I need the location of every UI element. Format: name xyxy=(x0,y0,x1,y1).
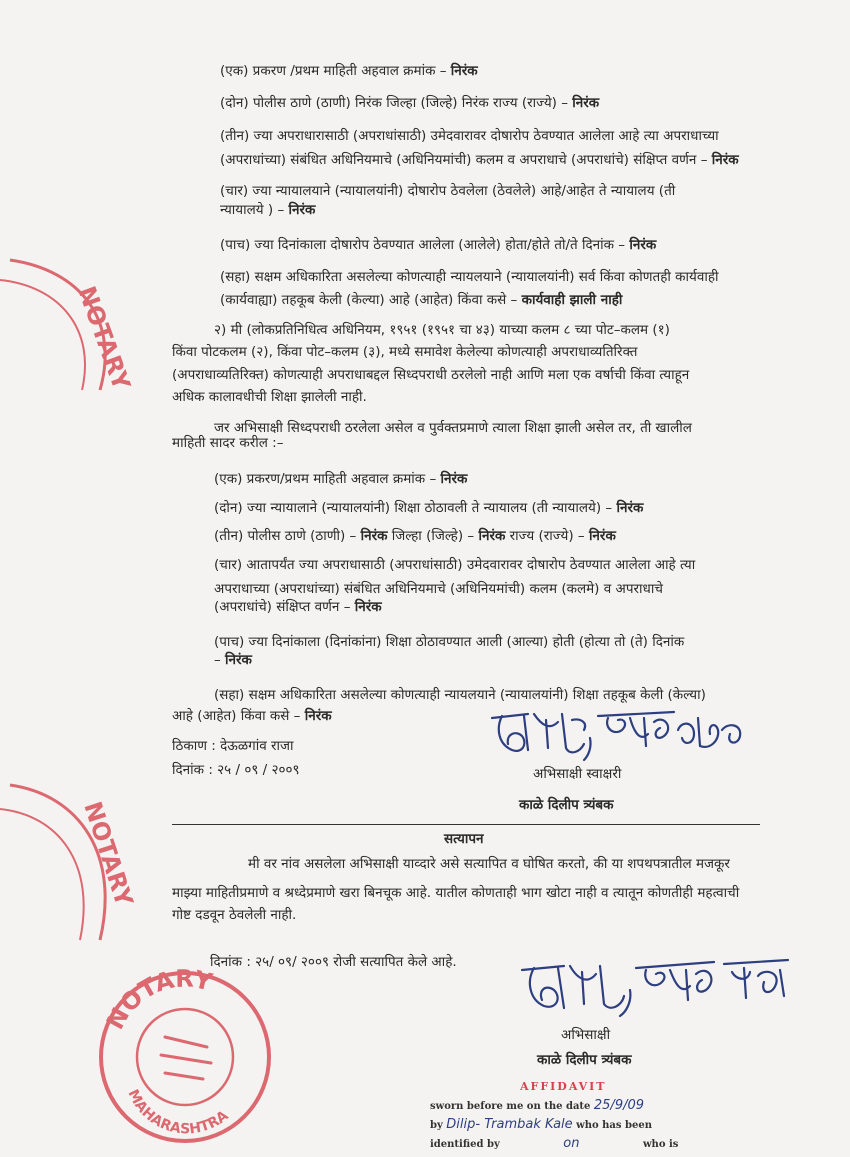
para4-line9: (सहा) सक्षम अधिकारिता असलेल्या कोणत्याही न्यायलयाने (न्यायालयांनी) शिक्षा तहकूब केली (केल्या) xyxy=(214,687,706,703)
verification-title: सत्यापन xyxy=(444,831,484,847)
verification-date-line: दिनांक : २५/ ०९/ २००९ रोजी सत्यापित केले आहे. xyxy=(210,954,457,970)
para4-line2 xyxy=(214,499,643,517)
text: who is xyxy=(642,1139,679,1150)
text: न्यायालये ) – xyxy=(220,202,289,218)
nil-value: निरंक xyxy=(354,599,382,615)
notary-stamp-middle xyxy=(0,775,139,950)
nil-value: निरंक xyxy=(711,152,739,168)
text: (दोन) ज्या न्यायालाने (न्यायालयांनी) शिक्षा ठोठावली ते न्यायालय (ती न्यायालये) – xyxy=(214,500,617,516)
text: (अपराधांच्या) संबंधित अधिनियमाचे (अधिनियमांची) कलम व अपराधाचे (अपराधांचे) संक्षिप्त वर्णन – xyxy=(220,152,712,168)
stamp-top-text: NOTARY xyxy=(72,282,136,394)
deponent-name: काळे दिलीप त्र्यंबक xyxy=(519,797,614,813)
nil-value: निरंक xyxy=(360,528,388,544)
para4-line4: (चार) आतापर्यंत ज्या अपराधासाठी (अपराधांसाठी) उमेदवारावर दोषारोप ठेवण्यात आलेला आहे त्या xyxy=(214,557,696,573)
nil-value: निरंक xyxy=(616,500,644,516)
nil-value: निरंक xyxy=(478,528,506,544)
stamp-middle-text: NOTARY xyxy=(78,798,139,910)
date-line: दिनांक : २५ / ०९ / २००९ xyxy=(172,762,300,778)
nil-value: निरंक xyxy=(440,471,468,487)
stamp-big-text: NOTARY xyxy=(100,965,215,1035)
para1-line8: (सहा) सक्षम अधिकारिता असलेल्या कोणत्याही न्यायलयाने (न्यायालयांनी) सर्व किंवा कोणतही कार्यवाही xyxy=(220,269,719,285)
verification-line2: माझ्या माहितीप्रमाणे व श्रध्देप्रमाणे खरा बिनचूक आहे. यातील कोणताही भाग खोटा नाही व त्यातून कोणतीही महत्वाची xyxy=(172,885,740,901)
text: identified by xyxy=(430,1139,500,1150)
para2-line1: २) मी (लोकप्रतिनिधित्व अधिनियम, १९५१ (१९५१ चा ४३) याच्या कलम ८ च्या पोट–कलम (१) xyxy=(214,322,670,338)
text: (पाच) ज्या दिनांकाला दोषारोप ठेवण्यात आलेला (आलेले) होता/होते तो/ते दिनांक – xyxy=(220,237,630,253)
para1-line4 xyxy=(220,151,739,169)
para4-line3 xyxy=(214,527,616,545)
nil-value: निरंक xyxy=(629,237,657,253)
text: (दोन) पोलीस ठाणे (ठाणी) निरंक जिल्हा (जिल्हे) निरंक राज्य (राज्ये) – xyxy=(220,95,573,111)
para1-line2 xyxy=(220,94,599,112)
text: by xyxy=(430,1120,443,1131)
para3-line2: माहिती सादर करील :– xyxy=(172,435,284,451)
verification-line3: गोष्ट दडवून ठेवलेली नाही. xyxy=(172,907,297,923)
nil-value: निरंक xyxy=(572,95,600,111)
proceedings-value: कार्यवाही झाली नाही xyxy=(521,292,623,308)
place-line: ठिकाण : देऊळगांव राजा xyxy=(172,738,294,754)
para3-line1: जर अभिसाक्षी सिध्दपराधी ठरलेला असेल व पुर्वक्तप्रमाणे त्याला शिक्षा झाली असेल तर, ती खालील xyxy=(214,420,692,436)
para4-line1 xyxy=(214,470,467,488)
affidavit-title: AFFIDAVIT xyxy=(520,1080,607,1093)
para2-line3: (अपराधाव्यतिरिक्त) कोणत्याही अपराधाबद्दल सिध्दपराधी ठरलेलो नाही आणि मला एक वर्षाची किंवा त्याहून xyxy=(172,367,690,383)
affidavit-name-handwritten: Dilip- Trambak Kale xyxy=(446,1117,573,1132)
text: – xyxy=(214,652,226,668)
para4-line8 xyxy=(214,651,252,669)
nil-value: निरंक xyxy=(304,708,332,724)
text: sworn before me on the date xyxy=(430,1101,591,1112)
notary-stamp-top xyxy=(0,250,136,400)
para4-line6 xyxy=(214,598,382,616)
para4-line5: अपराधाच्या (अपराधांच्या) संबंधित अधिनियमाचे (अधिनियमांची) कलम (कलमे) व अपराधाचे xyxy=(214,581,663,597)
deponent-signature-label: अभिसाक्षी स्वाक्षरी xyxy=(533,766,622,782)
para1-line3: (तीन) ज्या अपराधारासाठी (अपराधांसाठी) उमेदवारावर दोषारोप ठेवण्यात आलेला आहे त्या अपराधाच्या xyxy=(220,128,719,144)
text: (तीन) पोलीस ठाणे (ठाणी) – xyxy=(214,528,361,544)
affidavit-date-handwritten: 25/9/09 xyxy=(593,1098,645,1113)
nil-value: निरंक xyxy=(288,202,316,218)
para1-line1 xyxy=(220,62,478,80)
nil-value: निरंक xyxy=(450,63,478,79)
text: (एक) प्रकरण /प्रथम माहिती अहवाल क्रमांक – xyxy=(220,63,451,79)
para1-line5: (चार) ज्या न्यायालयाने (न्यायालयांनी) दोषारोप ठेवलेला (ठेवलेले) आहे/आहेत ते न्यायालय (ती xyxy=(220,183,676,199)
para1-line7 xyxy=(220,236,656,254)
para2-line2: किंवा पोटकलम (२), किंवा पोट–कलम (३), मध्ये समावेश केलेल्या कोणत्याही अपराधाव्यतिरिक्त xyxy=(172,344,638,360)
deponent-signature-1 xyxy=(488,700,753,764)
text: आहे (आहेत) किंवा कसे – xyxy=(172,708,305,724)
para2-line4: अधिक कालावधीची शिक्षा झालेली नाही. xyxy=(172,389,367,405)
affidavit-line2 xyxy=(430,1117,652,1132)
para4-line7: (पाच) ज्या दिनांकाला (दिनांकांना) शिक्षा ठोठावण्यात आली (आल्या) होती (होत्या तो (ते) दिनांक xyxy=(214,634,685,650)
verification-signature-label: अभिसाक्षी xyxy=(561,1027,611,1043)
affidavit-handwritten-on: on xyxy=(563,1136,580,1151)
deponent-signature-2 xyxy=(518,950,798,1022)
verification-line1: मी वर नांव असलेला अभिसाक्षी याव्दारे असे सत्यापित व घोषित करतो, की या शपथपत्रातील मजकूर xyxy=(248,856,730,872)
text: राज्य (राज्ये) – xyxy=(505,528,589,544)
affidavit-line3 xyxy=(430,1136,678,1151)
text: (कार्यवाह्या) तहकूब केली (केल्या) आहे (आहेत) किंवा कसे – xyxy=(220,292,522,308)
text: (अपराधांचे) संक्षिप्त वर्णन – xyxy=(214,599,355,615)
nil-value: निरंक xyxy=(588,528,616,544)
divider xyxy=(172,824,760,825)
notary-stamp-big xyxy=(95,965,275,1145)
text: who has been xyxy=(576,1120,653,1131)
verification-name: काळे दिलीप त्र्यंबक xyxy=(537,1052,632,1068)
para1-line9 xyxy=(220,291,622,309)
stamp-big-state: MAHARASHTRA xyxy=(124,1087,232,1138)
text: (एक) प्रकरण/प्रथम माहिती अहवाल क्रमांक – xyxy=(214,471,441,487)
nil-value: निरंक xyxy=(225,652,252,668)
text: जिल्हा (जिल्हे) – xyxy=(387,528,479,544)
para1-line6 xyxy=(220,201,315,219)
para4-line10 xyxy=(172,707,332,725)
affidavit-line1 xyxy=(430,1098,644,1113)
